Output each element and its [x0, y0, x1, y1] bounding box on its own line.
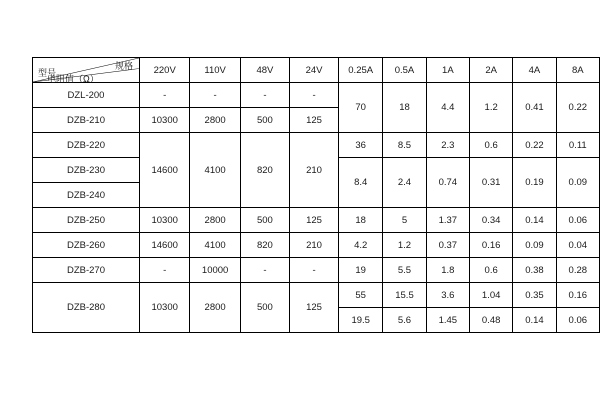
voltage-cell: 125 [289, 208, 338, 233]
table-row [33, 208, 600, 233]
model-cell: DZB-210 [33, 108, 140, 133]
current-cell: 1.04 [470, 283, 513, 308]
current-cell: 0.16 [470, 233, 513, 258]
header-voltage-48v: 48V [240, 58, 289, 83]
current-cell: 18 [383, 83, 426, 133]
current-cell: 19 [339, 258, 383, 283]
voltage-cell: 125 [289, 108, 338, 133]
current-cell: 0.14 [513, 208, 556, 233]
current-cell: 0.14 [513, 308, 556, 333]
current-cell: 0.16 [556, 283, 599, 308]
header-voltage-24v: 24V [289, 58, 338, 83]
header-current-2a: 2A [470, 58, 513, 83]
model-cell: DZB-270 [33, 258, 140, 283]
voltage-cell: - [289, 83, 338, 108]
header-current-025a: 0.25A [339, 58, 383, 83]
current-cell: 0.74 [426, 158, 469, 208]
voltage-cell: 500 [240, 208, 289, 233]
current-cell: 0.09 [556, 158, 599, 208]
current-cell: 55 [339, 283, 383, 308]
model-cell: DZB-250 [33, 208, 140, 233]
model-cell: DZB-230 [33, 158, 140, 183]
current-cell: 0.41 [513, 83, 556, 133]
current-cell: 0.31 [470, 158, 513, 208]
current-cell: 3.6 [426, 283, 469, 308]
voltage-cell: 14600 [139, 233, 189, 258]
voltage-cell: 2800 [190, 108, 240, 133]
header-current-1a: 1A [426, 58, 469, 83]
table-row [33, 233, 600, 258]
current-cell: 2.3 [426, 133, 469, 158]
voltage-cell: - [139, 258, 189, 283]
voltage-cell: - [190, 83, 240, 108]
current-cell: 0.35 [513, 283, 556, 308]
current-cell: 0.11 [556, 133, 599, 158]
current-cell: 0.19 [513, 158, 556, 208]
current-cell: 0.09 [513, 233, 556, 258]
header-current-8a: 8A [556, 58, 599, 83]
current-cell: 36 [339, 133, 383, 158]
voltage-cell: 500 [240, 283, 289, 333]
table-header-row [33, 58, 600, 83]
voltage-cell: 4100 [190, 133, 240, 208]
voltage-cell: 14600 [139, 133, 189, 208]
voltage-cell: - [289, 258, 338, 283]
voltage-cell: - [240, 258, 289, 283]
current-cell: 18 [339, 208, 383, 233]
header-current-4a: 4A [513, 58, 556, 83]
current-cell: 8.4 [339, 158, 383, 208]
voltage-cell: 820 [240, 133, 289, 208]
voltage-cell: 2800 [190, 208, 240, 233]
current-cell: 19.5 [339, 308, 383, 333]
model-cell: DZB-280 [33, 283, 140, 333]
voltage-cell: 10300 [139, 108, 189, 133]
header-voltage-110v: 110V [190, 58, 240, 83]
current-cell: 1.2 [470, 83, 513, 133]
voltage-cell: - [240, 83, 289, 108]
model-cell: DZB-220 [33, 133, 140, 158]
voltage-cell: 125 [289, 283, 338, 333]
current-cell: 0.48 [470, 308, 513, 333]
current-cell: 4.2 [339, 233, 383, 258]
current-cell: 1.2 [383, 233, 426, 258]
current-cell: 0.04 [556, 233, 599, 258]
model-cell: DZB-260 [33, 233, 140, 258]
current-cell: 0.37 [426, 233, 469, 258]
voltage-cell: 2800 [190, 283, 240, 333]
header-voltage-220v: 220V [139, 58, 189, 83]
current-cell: 1.37 [426, 208, 469, 233]
voltage-cell: 210 [289, 233, 338, 258]
current-cell: 70 [339, 83, 383, 133]
current-cell: 0.6 [470, 258, 513, 283]
voltage-cell: 210 [289, 133, 338, 208]
current-cell: 5.6 [383, 308, 426, 333]
table-row [33, 258, 600, 283]
current-cell: 0.28 [556, 258, 599, 283]
corner-header-cell [33, 58, 140, 83]
current-cell: 1.8 [426, 258, 469, 283]
table-row [33, 133, 600, 158]
model-cell: DZB-240 [33, 183, 140, 208]
voltage-cell: 10300 [139, 208, 189, 233]
voltage-cell: 820 [240, 233, 289, 258]
voltage-cell: 4100 [190, 233, 240, 258]
voltage-cell: 500 [240, 108, 289, 133]
table-row [33, 283, 600, 308]
current-cell: 2.4 [383, 158, 426, 208]
current-cell: 0.22 [556, 83, 599, 133]
current-cell: 4.4 [426, 83, 469, 133]
current-cell: 0.22 [513, 133, 556, 158]
current-cell: 0.34 [470, 208, 513, 233]
specification-table [32, 57, 600, 333]
corner-spec-label: 规格 [114, 61, 133, 71]
current-cell: 0.6 [470, 133, 513, 158]
corner-resistance-label: 电阻值（Ω） [47, 74, 99, 84]
current-cell: 8.5 [383, 133, 426, 158]
current-cell: 0.06 [556, 308, 599, 333]
corner-model-label: 型号 [38, 68, 57, 78]
model-cell: DZL-200 [33, 83, 140, 108]
current-cell: 5.5 [383, 258, 426, 283]
voltage-cell: - [139, 83, 189, 108]
voltage-cell: 10000 [190, 258, 240, 283]
voltage-cell: 10300 [139, 283, 189, 333]
current-cell: 1.45 [426, 308, 469, 333]
current-cell: 15.5 [383, 283, 426, 308]
current-cell: 0.38 [513, 258, 556, 283]
table-row [33, 83, 600, 108]
current-cell: 5 [383, 208, 426, 233]
current-cell: 0.06 [556, 208, 599, 233]
header-current-05a: 0.5A [383, 58, 426, 83]
